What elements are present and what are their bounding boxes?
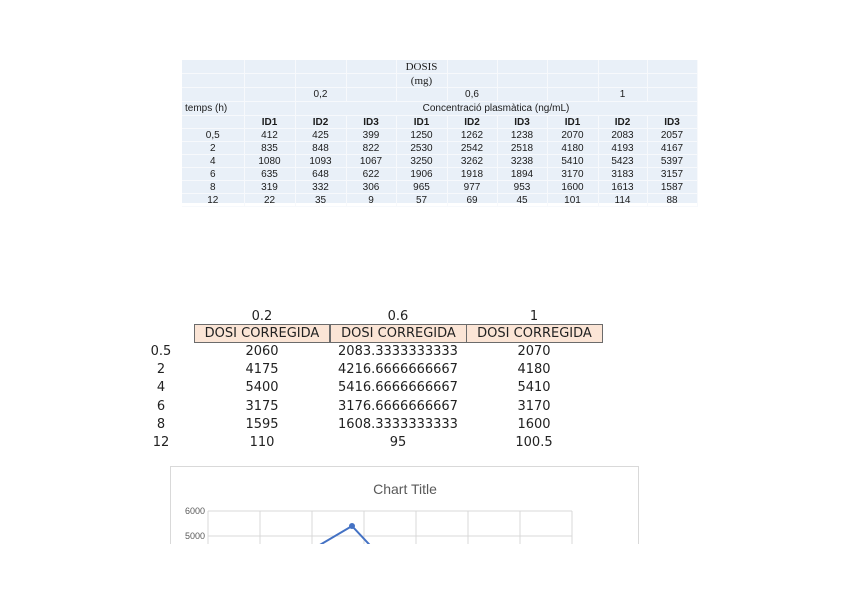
time-value: 0,5	[182, 129, 244, 142]
concentration-value: 1613	[598, 181, 647, 194]
id-header: ID2	[295, 116, 346, 129]
concentration-value: 4167	[647, 142, 697, 155]
concentration-value: 69	[447, 194, 497, 207]
dosi-corregida-header[interactable]: DOSI CORREGIDA	[330, 324, 467, 343]
concentration-value: 3250	[396, 155, 447, 168]
concentration-value: 965	[396, 181, 447, 194]
corrected-dose-cell[interactable]: 4180	[517, 362, 551, 377]
concentration-table	[182, 60, 698, 207]
concentration-value: 1250	[396, 129, 447, 142]
concentration-value: 3157	[647, 168, 697, 181]
corrected-dose-cell[interactable]: 4216.6666666667	[338, 362, 458, 377]
concentration-value: 4180	[547, 142, 598, 155]
corrected-dose-cell[interactable]: 95	[389, 435, 407, 450]
corrected-dose-cell[interactable]: 2083.3333333333	[338, 344, 458, 359]
id-header: ID2	[598, 116, 647, 129]
time-value: 2	[182, 142, 244, 155]
corrected-dose-cell[interactable]: 3176.6666666667	[338, 399, 458, 414]
concentration-value: 425	[295, 129, 346, 142]
concentration-value: 5397	[647, 155, 697, 168]
corrected-dose-cell[interactable]: 5416.6666666667	[338, 380, 458, 395]
corrected-dose-cell[interactable]: 2060	[245, 344, 279, 359]
id-header: ID3	[346, 116, 396, 129]
concentration-value: 2530	[396, 142, 447, 155]
time-value: 4	[182, 155, 244, 168]
time-value: 12	[182, 194, 244, 207]
chart-series	[245, 523, 511, 544]
concentration-value: 9	[346, 194, 396, 207]
concentration-value: 88	[647, 194, 697, 207]
dose-label: 1	[598, 88, 647, 102]
table-row	[182, 129, 697, 142]
concentration-value: 319	[244, 181, 295, 194]
dose-label: 0,2	[295, 88, 346, 102]
table-row	[182, 142, 697, 155]
dosi-corregida-header[interactable]: DOSI CORREGIDA	[466, 324, 603, 343]
chart-gridlines	[208, 511, 572, 544]
concentration-value: 5423	[598, 155, 647, 168]
dosis-title: DOSIS	[396, 60, 447, 74]
concentration-value: 1894	[497, 168, 547, 181]
concentration-value: 1600	[547, 181, 598, 194]
chart-title: Chart Title	[373, 481, 437, 497]
concentration-value: 5410	[547, 155, 598, 168]
concentration-value: 1906	[396, 168, 447, 181]
concentration-value: 399	[346, 129, 396, 142]
concentration-value: 1080	[244, 155, 295, 168]
concentration-value: 35	[295, 194, 346, 207]
time-value: 8	[182, 181, 244, 194]
concentration-value: 332	[295, 181, 346, 194]
concentration-value: 2070	[547, 129, 598, 142]
time-cell[interactable]: 2	[156, 362, 166, 377]
concentration-value: 101	[547, 194, 598, 207]
dose-cell[interactable]: 0.2	[251, 309, 273, 324]
id-header: ID2	[447, 116, 497, 129]
concentration-value: 1067	[346, 155, 396, 168]
table-row	[182, 181, 697, 194]
id-header: ID1	[547, 116, 598, 129]
corrected-dose-cell[interactable]: 2070	[517, 344, 551, 359]
time-value: 6	[182, 168, 244, 181]
concentration-value: 22	[244, 194, 295, 207]
concentration-value: 2083	[598, 129, 647, 142]
concentration-value: 848	[295, 142, 346, 155]
concentration-value: 1238	[497, 129, 547, 142]
id-header: ID1	[244, 116, 295, 129]
time-cell[interactable]: 8	[156, 417, 166, 432]
corrected-dose-cell[interactable]: 5400	[245, 380, 279, 395]
concentration-value: 1918	[447, 168, 497, 181]
concentration-value: 306	[346, 181, 396, 194]
concentration-value: 1587	[647, 181, 697, 194]
concentration-value: 1093	[295, 155, 346, 168]
concentration-value: 2057	[647, 129, 697, 142]
concentration-value: 114	[598, 194, 647, 207]
concentration-value: 1262	[447, 129, 497, 142]
table-row	[182, 168, 697, 181]
concentration-value: 3183	[598, 168, 647, 181]
concentration-value: 977	[447, 181, 497, 194]
corrected-dose-cell[interactable]: 110	[249, 435, 275, 450]
dose-label: 0,6	[447, 88, 497, 102]
id-header: ID3	[647, 116, 697, 129]
dose-cell[interactable]: 1	[529, 309, 539, 324]
data-point	[349, 523, 355, 529]
corrected-dose-cell[interactable]: 4175	[245, 362, 279, 377]
id-header: ID1	[396, 116, 447, 129]
concentration-value: 648	[295, 168, 346, 181]
concentration-value: 3262	[447, 155, 497, 168]
table-row	[182, 155, 697, 168]
corrected-dose-cell[interactable]: 1595	[245, 417, 279, 432]
chart-plot	[171, 467, 639, 544]
concentration-value: 57	[396, 194, 447, 207]
concentration-value: 3170	[547, 168, 598, 181]
concentration-value: 635	[244, 168, 295, 181]
time-cell[interactable]: 0.5	[150, 344, 172, 359]
concentration-value: 822	[346, 142, 396, 155]
concentration-value: 622	[346, 168, 396, 181]
concentration-value: 3238	[497, 155, 547, 168]
corrected-dose-cell[interactable]: 1600	[517, 417, 551, 432]
corrected-dose-cell[interactable]: 1608.3333333333	[338, 417, 458, 432]
y-tick-label: 5000	[184, 531, 205, 541]
corrected-dose-cell[interactable]: 3175	[245, 399, 279, 414]
concentration-value: 4193	[598, 142, 647, 155]
time-cell[interactable]: 4	[156, 380, 166, 395]
concentration-table-image	[182, 60, 697, 206]
dosis-unit: (mg)	[396, 74, 447, 88]
table-row	[182, 194, 697, 207]
concentration-header: Concentració plasmàtica (ng/mL)	[295, 102, 697, 116]
dosi-corregida-header[interactable]: DOSI CORREGIDA	[194, 324, 330, 343]
time-cell[interactable]: 6	[156, 399, 166, 414]
id-header: ID3	[497, 116, 547, 129]
concentration-value: 45	[497, 194, 547, 207]
concentration-value: 2518	[497, 142, 547, 155]
concentration-value: 2542	[447, 142, 497, 155]
y-tick-label: 6000	[184, 506, 205, 516]
line-chart[interactable]	[170, 466, 639, 544]
concentration-value: 412	[244, 129, 295, 142]
concentration-value: 953	[497, 181, 547, 194]
corrected-dose-cell[interactable]: 100.5	[515, 435, 553, 450]
y-axis-ticks	[185, 506, 205, 541]
series-line	[248, 526, 508, 544]
dose-cell[interactable]: 0.6	[387, 309, 409, 324]
time-header: temps (h)	[182, 102, 244, 116]
concentration-value: 835	[244, 142, 295, 155]
corrected-dose-cell[interactable]: 5410	[517, 380, 551, 395]
time-cell[interactable]: 12	[152, 435, 170, 450]
corrected-dose-cell[interactable]: 3170	[517, 399, 551, 414]
